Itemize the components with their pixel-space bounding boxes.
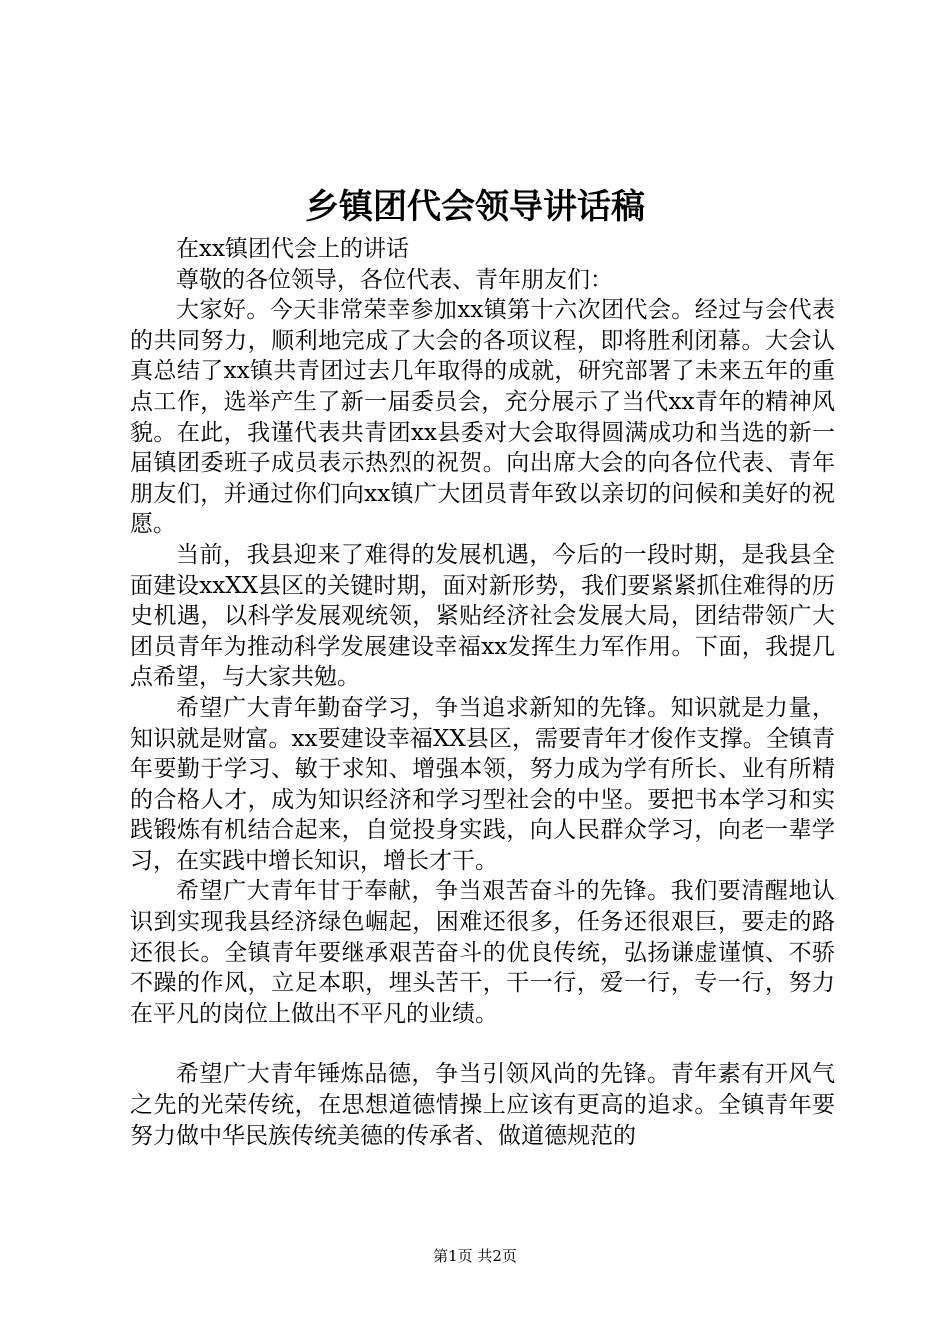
document-title: 乡镇团代会领导讲话稿 — [305, 187, 645, 227]
paragraph-morality: 希望广大青年锤炼品德，争当引领风尚的先锋。青年素有开风气之先的光荣传统，在思想道德情操上应该有更高的追求。全镇青年要努力做中华民族传统美德的传承者、做道德规范的 — [130, 1061, 835, 1149]
paragraph-greeting: 大家好。今天非常荣幸参加xx镇第十六次团代会。经过与会代表的共同努力，顺利地完成了大会的各项议程，即将胜利闭幕。大会认真总结了xx镇共青团过去几年取得的成就，研究部署了未来五年的重点工作，选举产生了新一届委员会，充分展示了当代xx青年的精神风貌。在此，我谨代表共青团xx县委对大会取得圆满成功和当选的新一届镇团委班子成员表示热烈的祝贺。向出席大会的向各位代表、青年朋友们，并通过你们向xx镇广大团员青年致以亲切的问候和美好的祝愿。 — [130, 297, 835, 538]
paragraph-salutation: 尊敬的各位领导，各位代表、青年朋友们： — [176, 266, 613, 293]
document-body — [130, 234, 835, 1151]
paragraph-subtitle: 在xx镇团代会上的讲话 — [176, 236, 409, 262]
paragraph-opportunity: 当前，我县迎来了难得的发展机遇，今后的一段时期，是我县全面建设xxXX县区的关键时期，面对新形势，我们要紧紧抓住难得的历史机遇，以科学发展观统领，紧贴经济社会发展大局，团结带领广大团员青年为推动科学发展建设幸福xx发挥生力军作用。下面，我提几点希望，与大家共勉。 — [130, 541, 835, 691]
paragraph-dedication: 希望广大青年甘于奉献，争当艰苦奋斗的先锋。我们要清醒地认识到实现我县经济绿色崛起，困难还很多，任务还很艰巨，要走的路还很长。全镇青年要继承艰苦奋斗的优良传统，弘扬谦虚谨慎、不骄不躁的作风，立足本职，埋头苦干，干一行，爱一行，专一行，努力在平凡的岗位上做出不平凡的业绩。 — [130, 878, 835, 1027]
page-footer: 第1页 共2页 — [433, 1247, 517, 1265]
paragraph-study: 希望广大青年勤奋学习，争当追求新知的先锋。知识就是力量，知识就是财富。xx要建设幸福XX县区，需要青年才俊作支撑。全镇青年要勤于学习、敏于求知、增强本领，努力成为学有所长、业有所精的合格人才，成为知识经济和学习型社会的中坚。要把书本学习和实践锻炼有机结合起来，自觉投身实践，向人民群众学习，向老一辈学习，在实践中增长知识，增长才干。 — [130, 694, 835, 874]
